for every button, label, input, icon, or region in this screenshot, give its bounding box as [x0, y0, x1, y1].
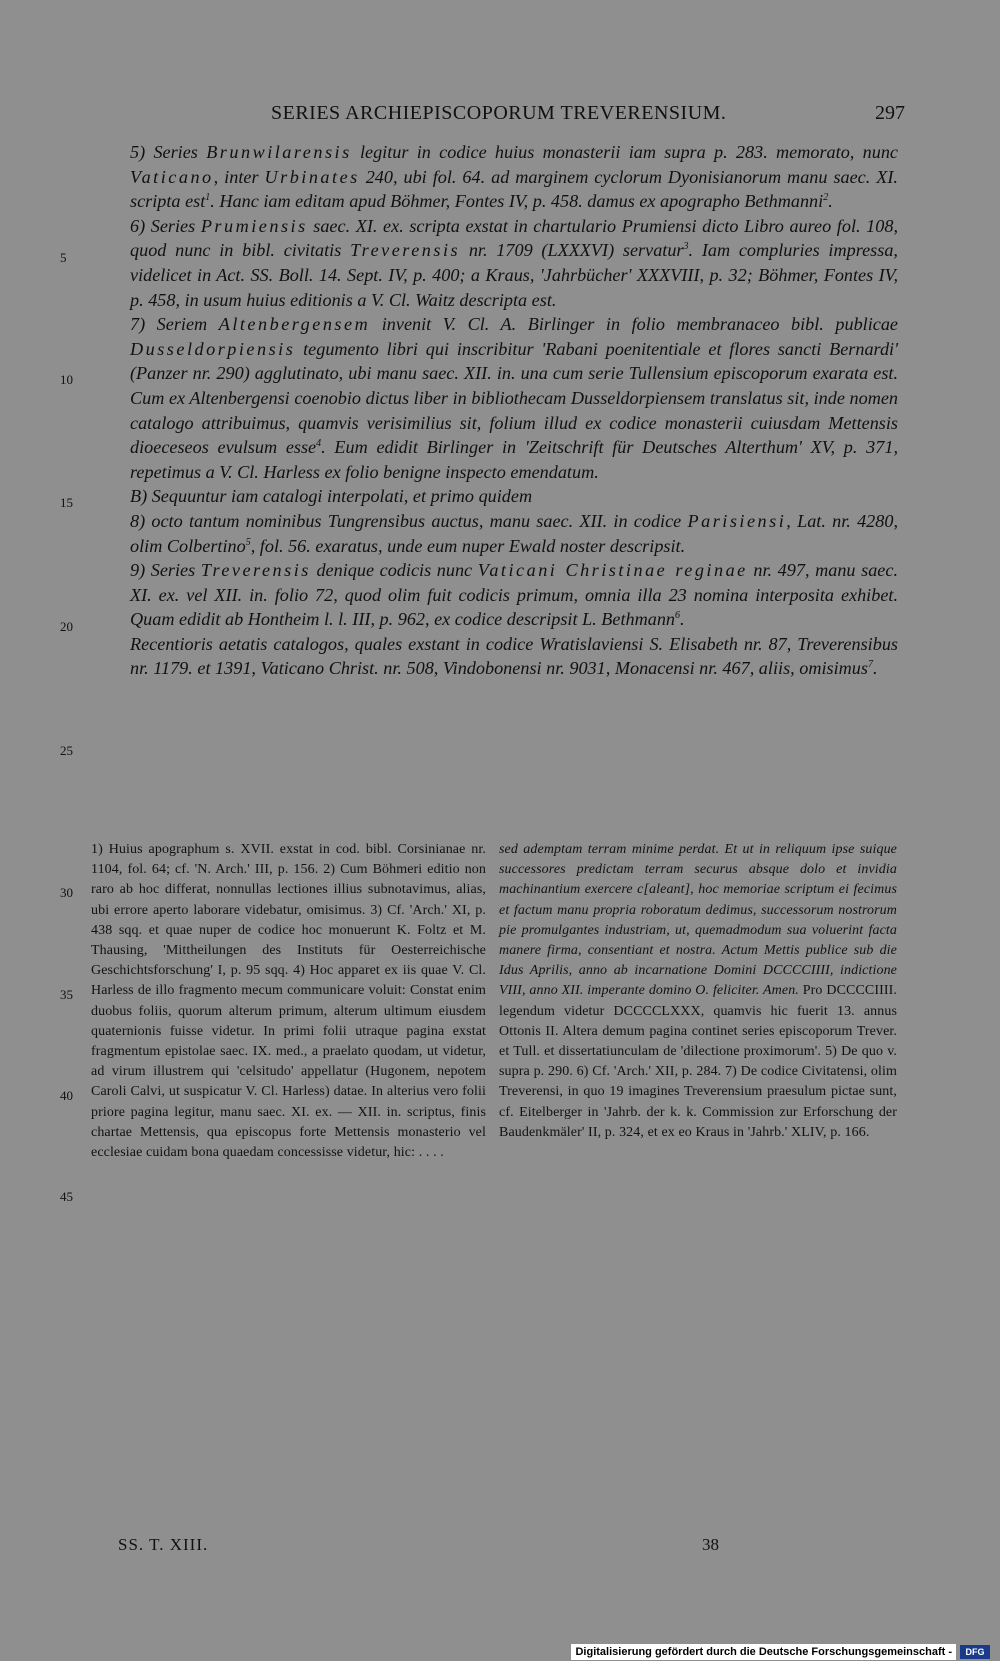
charter-quote: sed ademptam terram minime perdat. Et ut in reliquum ipse suique successores predictam terram securus absque dolo et invidia machinantium exercere c[aleant], hoc memoriae scriptum ei fecimus et factum manu propria roboratum dedimus, successorum nostrorum pie promulgantes industriam, ut, quemadmodum sua voluerint facta manere firma, consentiant et nostra. Actum Mettis publice sub die Idus Aprilis, anno ab incarnatione Domini DCCCCIIII, indictione VIII, anno XII. imperante domino O. feliciter. Amen. [499, 842, 897, 999]
page-number: 297 [875, 102, 905, 124]
volume-signature: SS. T. XIII. [118, 1535, 209, 1554]
line-number: 35 [60, 987, 73, 1002]
gathering-number: 38 [702, 1535, 719, 1554]
paragraph-8: 8) octo tantum nominibus Tungrensibus auctus, manu saec. XII. in codice Parisiensi, Lat. nr. 4280, olim Colbertino$^5$, fol. 56. exaratus, unde eum nuper Ewald noster descripsit. [130, 510, 898, 556]
line-number: 5 [60, 250, 67, 265]
line-number: 20 [60, 619, 73, 634]
footnotes-left-column [91, 840, 486, 1163]
main-text [130, 140, 898, 681]
line-number: 10 [60, 372, 73, 387]
footnotes-left-text: 1) Huius apographum s. XVII. exstat in cod. bibl. Corsinianae nr. 1104, fol. 64; cf. 'N. Arch.' III, p. 156. 2) Cum Böhmeri editio non raro ab hoc differat, nonnullas lectiones illius subnotavimus, alias, ubi errore aperto laborare videbatur, omisimus. 3) Cf. 'Arch.' XI, p. 438 sqq. et quae nuper de codice hoc monuerunt K. Foltz et M. Thausing, 'Mittheilungen des Instituts für Oesterreichische Geschichtsforschung' I, p. 95 sqq. 4) Hoc apparet ex iis quae V. Cl. Harless de illo fragmento mecum communicare voluit: Constat enim duobus foliis, quorum alterum primum, alterum ultimum eiusdem quaternionis fuisse videtur. In primi folii utraque pagina exstat fragmentum epistolae saec. IX. med., a praelato quodam, ut videtur, ad virum illustrem qui 'celsitudo' appellatur (Hugonem, nepotem Caroli Calvi, ut suspicatur V. Cl. Harless) datae. In alterius vero folii priore pagina legitur, manu saec. XI. ex. — XII. in. scriptus, finis chartae Mettensis, qua episcopus forte Mettensis monasterio vel ecclesiae cuidam bona quaedam concessisse videtur, hic: . . . . [91, 842, 486, 1161]
paragraph-5: 5) Series Brunwilarensis legitur in codice huius monasterii iam supra p. 283. memorato, nunc Vaticano, inter Urbinates 240, ubi fol. 64. ad marginem cyclorum Dyonisianorum manu saec. XI. scripta est$^1$. Hanc iam editam apud Böhmer, Fontes IV, p. 458. damus ex apographo Bethmanni$^2$. [130, 142, 898, 212]
footnotes-right-text [499, 840, 897, 1143]
line-number: 45 [60, 1189, 73, 1204]
paragraph-7: 7) Seriem Altenbergensem invenit V. Cl. A. Birlinger in folio membranaceo bibl. publicae Dusseldorpiensis tegumento libri qui inscribitur 'Rabani poenitentiale et flores sancti Bernardi' (Panzer nr. 290) agglutinato, ubi manu saec. XII. in. una cum serie Tullensium episcoporum exarata est. Cum ex Altenbergensi coenobio dictus liber in bibliothecam Dusseldorpiensem translatus sit, inde nomen catalogo attribuimus, quamvis verisimilius sit, folium illud ex codice monasterii cuiusdam Mettensis dioeceseos evulsum esse$^4$. Eum edidit Birlinger in 'Zeitschrift für Deutsches Alterthum' XV, p. 371, repetimus a V. Cl. Harless ex folio benigne inspecto emendatum. [130, 314, 899, 482]
paragraph-9: 9) Series Treverensis denique codicis nunc Vaticani Christinae reginae nr. 497, manu saec. XI. ex. vel XII. in. folio 72, quod olim fuit codicis primum, omnia illa 23 nomina interposita exhibet. Quam edidit ab Hontheim l. l. III, p. 962, ex codice descripsit L. Bethmann$^6$. [130, 560, 898, 630]
paragraph-recent: Recentioris aetatis catalogos, quales exstant in codice Wratislaviensi S. Elisabeth nr. 87, Treverensibus nr. 1179. et 1391, Vaticano Christ. nr. 508, Vindobonensi nr. 9031, Monacensi nr. 467, aliis, omisimus$^7$. [130, 633, 898, 679]
digitization-credit: Digitalisierung gefördert durch die Deutsche Forschungsgemeinschaft - [571, 1644, 956, 1660]
footnotes-right-rest: Pro DCCCCIIII. legendum videtur DCCCCLXXX, quamvis hic fuerit 13. annus Ottonis II. Altera demum pagina continet series episcoporum Trever. et Tull. et dissertatiunculam de 'dilectione proximorum'. 5) De quo v. supra p. 290. 6) Cf. 'Arch.' XII, p. 284. 7) De codice Civitatensi, olim Treverensi, in quo 19 imagines Treverensium praesulum pictae sunt, cf. Eitelberger in 'Jahrb. der k. k. Commission zur Erforschung der Baudenkmäler' II, p. 324, et ex eo Kraus in 'Jahrb.' XLIV, p. 166. [499, 983, 897, 1140]
running-header [115, 102, 905, 128]
line-number: 30 [60, 885, 73, 900]
line-number: 25 [60, 743, 73, 758]
section-b-heading: B) Sequuntur iam catalogi interpolati, et primo quidem [130, 486, 533, 507]
footnotes-right-column [499, 840, 897, 1143]
running-title: SERIES ARCHIEPISCOPORUM TREVERENSIUM. [271, 102, 727, 124]
line-number: 15 [60, 495, 73, 510]
dfg-logo-icon: DFG [960, 1645, 990, 1659]
line-number: 40 [60, 1088, 73, 1103]
paragraph-6: 6) Series Prumiensis saec. XI. ex. scripta exstat in chartulario Prumiensi dicto Libro aureo fol. 108, quod nunc in bibl. civitatis Treverensis nr. 1709 (LXXXVI) servatur$^3$. Iam compluries impressa, videlicet in Act. SS. Boll. 14. Sept. IV, p. 400; a Kraus, 'Jahrbücher' XXXVIII, p. 32; Böhmer, Fontes IV, p. 458, in usum huius editionis a V. Cl. Waitz descripta est. [130, 215, 898, 310]
